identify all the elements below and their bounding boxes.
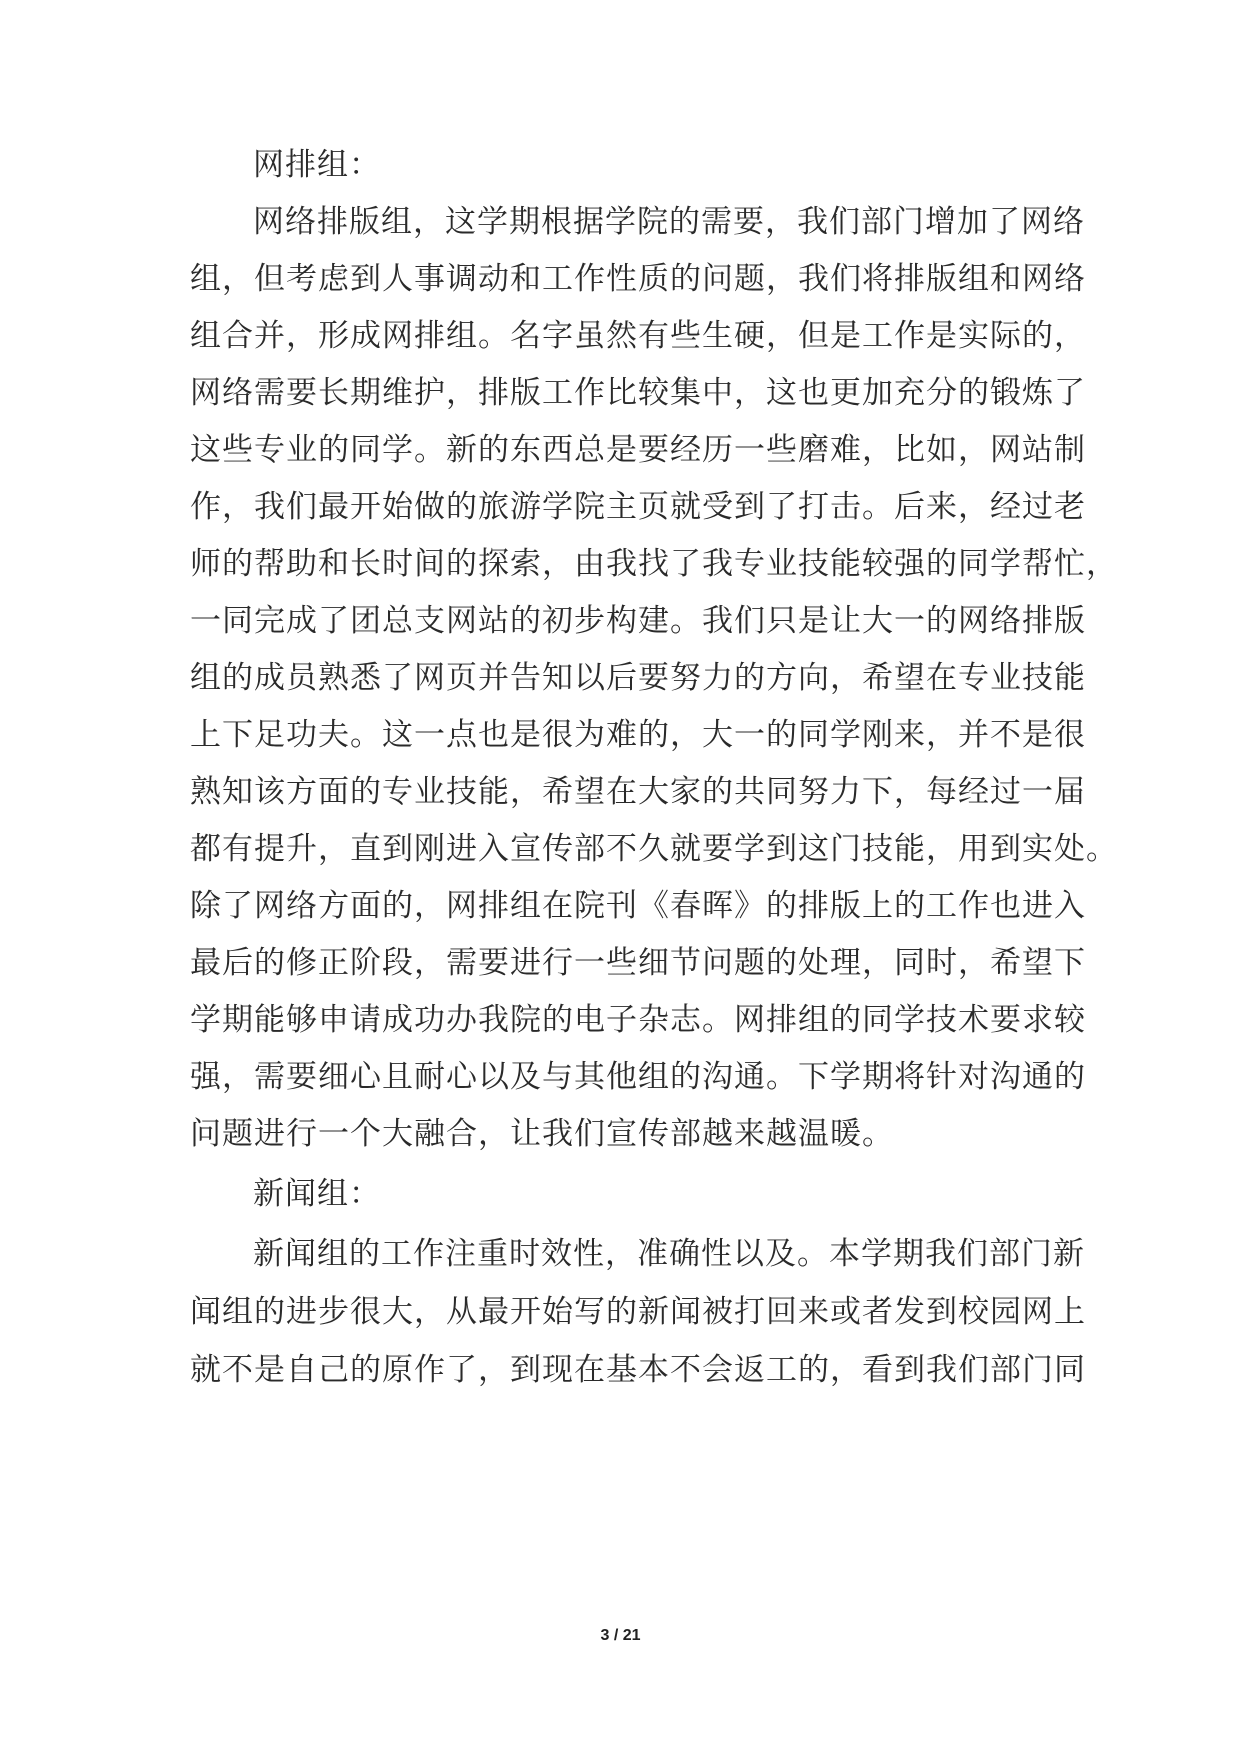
paragraph-line: 就不是自己的原作了，到现在基本不会返工的，看到我们部门同 bbox=[190, 1352, 1086, 1388]
paragraph-line: 新闻组的工作注重时效性，准确性以及。本学期我们部门新 bbox=[253, 1236, 1085, 1272]
paragraph-line: 上下足功夫。这一点也是很为难的，大一的同学刚来，并不是很 bbox=[190, 717, 1086, 753]
paragraph-line: 最后的修正阶段，需要进行一些细节问题的处理，同时，希望下 bbox=[190, 945, 1086, 981]
paragraph-line: 强，需要细心且耐心以及与其他组的沟通。下学期将针对沟通的 bbox=[190, 1059, 1086, 1095]
section-heading-wangpaizu: 网排组： bbox=[253, 147, 381, 183]
section-heading-xinwenzu: 新闻组： bbox=[253, 1176, 381, 1212]
paragraph-line: 师的帮助和长时间的探索，由我找了我专业技能较强的同学帮忙， bbox=[190, 546, 1118, 582]
paragraph-line: 学期能够申请成功办我院的电子杂志。网排组的同学技术要求较 bbox=[190, 1002, 1086, 1038]
paragraph-line: 这些专业的同学。新的东西总是要经历一些磨难，比如，网站制 bbox=[190, 432, 1086, 468]
paragraph-line: 熟知该方面的专业技能，希望在大家的共同努力下，每经过一届 bbox=[190, 774, 1086, 810]
paragraph-line: 都有提升，直到刚进入宣传部不久就要学到这门技能，用到实处。 bbox=[190, 831, 1118, 867]
paragraph-line: 一同完成了团总支网站的初步构建。我们只是让大一的网络排版 bbox=[190, 603, 1086, 639]
paragraph-line: 作，我们最开始做的旅游学院主页就受到了打击。后来，经过老 bbox=[190, 489, 1086, 525]
paragraph-line: 组合并，形成网排组。名字虽然有些生硬，但是工作是实际的， bbox=[190, 318, 1086, 354]
paragraph-line: 问题进行一个大融合，让我们宣传部越来越温暖。 bbox=[190, 1116, 894, 1152]
paragraph-line: 组的成员熟悉了网页并告知以后要努力的方向，希望在专业技能 bbox=[190, 660, 1086, 696]
paragraph-line: 网络需要长期维护，排版工作比较集中，这也更加充分的锻炼了 bbox=[190, 375, 1086, 411]
paragraph-line: 闻组的进步很大，从最开始写的新闻被打回来或者发到校园网上 bbox=[190, 1294, 1086, 1330]
paragraph-line: 除了网络方面的，网排组在院刊《春晖》的排版上的工作也进入 bbox=[190, 888, 1086, 924]
paragraph-line: 组，但考虑到人事调动和工作性质的问题，我们将排版组和网络 bbox=[190, 261, 1086, 297]
page-number: 3 / 21 bbox=[600, 1627, 641, 1644]
paragraph-line: 网络排版组，这学期根据学院的需要，我们部门增加了网络 bbox=[253, 204, 1085, 240]
